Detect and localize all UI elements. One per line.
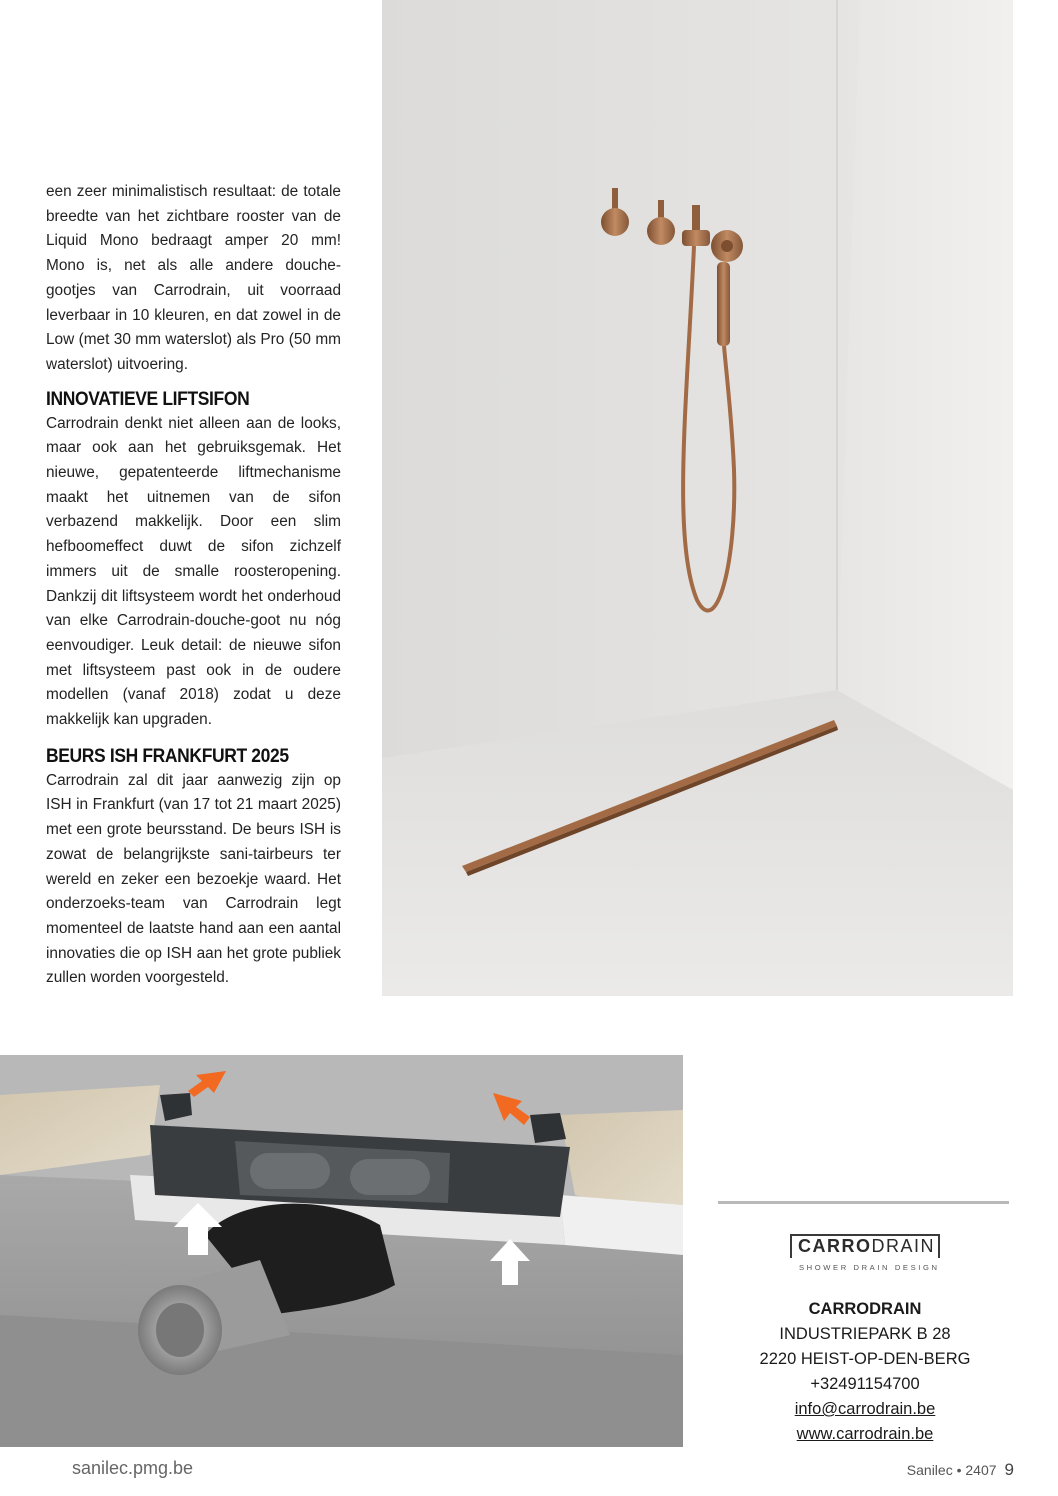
carrodrain-logo — [790, 1234, 942, 1276]
footer-issue: Sanilec • 2407 — [906, 1462, 997, 1478]
shower-photo — [382, 0, 1013, 996]
logo-tagline: SHOWER DRAIN DESIGN — [799, 1263, 940, 1272]
section-heading-ish: BEURS ISH FRANKFURT 2025 — [46, 745, 289, 767]
contact-street: INDUSTRIEPARK B 28 — [779, 1325, 951, 1343]
contact-company: CARRODRAIN — [808, 1300, 922, 1318]
sifon-photo — [0, 1055, 683, 1447]
article-column — [46, 180, 341, 991]
section-body-liftsifon: Carrodrain denkt niet alleen aan de looks, maar ook aan het gebruiksgemak. Het nieuwe, gepatenteerde liftmechanisme maakt het uitnemen van de sifon verbazend makkelijk. Door een slim hefboomeffect duwt de sifon zichzelf immers uit de smalle roosteropening. Dankzij dit liftsysteem wordt het onderhoud van elke Carrodrain-douche-goot nu nóg eenvoudiger. Leuk detail: de nieuwe sifon met liftsysteem past ook in de oudere modellen (vanaf 2018) zodat u deze makkelijk kan upgraden. — [46, 414, 341, 729]
section-heading-liftsifon: INNOVATIEVE LIFTSIFON — [46, 388, 250, 410]
footer-issue-info — [907, 1460, 1014, 1480]
section-body-ish: Carrodrain zal dit jaar aanwezig zijn op ISH in Frankfurt (van 17 tot 21 maart 2025) met een grote beursstand. De beurs ISH is zowat de belangrijkste sani-tairbeurs ter wereld en zeker een bezoekje waard. Het onderzoeks-team van Carrodrain legt momenteel de laatste hand aan een aantal innovaties die op ISH aan het grote publiek zullen worden voorgesteld. — [46, 771, 341, 987]
page-number: 9 — [1004, 1460, 1014, 1479]
contact-website-link[interactable]: www.carrodrain.be — [796, 1425, 934, 1443]
contact-phone: +32491154700 — [810, 1375, 920, 1393]
divider-line — [718, 1201, 1009, 1204]
contact-email-link[interactable]: info@carrodrain.be — [794, 1400, 936, 1418]
article-intro: een zeer minimalistisch resultaat: de totale breedte van het zichtbare rooster van de Liquid Mono bedraagt amper 20 mm! Mono is, net als alle andere douche-gootjes van Carrodrain, uit voorraad leverbaar in 10 kleuren, en dat zowel in de Low (met 30 mm waterslot) als Pro (50 mm waterslot) uitvoering. — [46, 183, 341, 373]
contact-block — [720, 1297, 1010, 1447]
footer-site: sanilec.pmg.be — [72, 1458, 194, 1478]
contact-city: 2220 HEIST-OP-DEN-BERG — [759, 1350, 971, 1368]
logo-wordmark: CARRODRAIN — [798, 1236, 936, 1256]
